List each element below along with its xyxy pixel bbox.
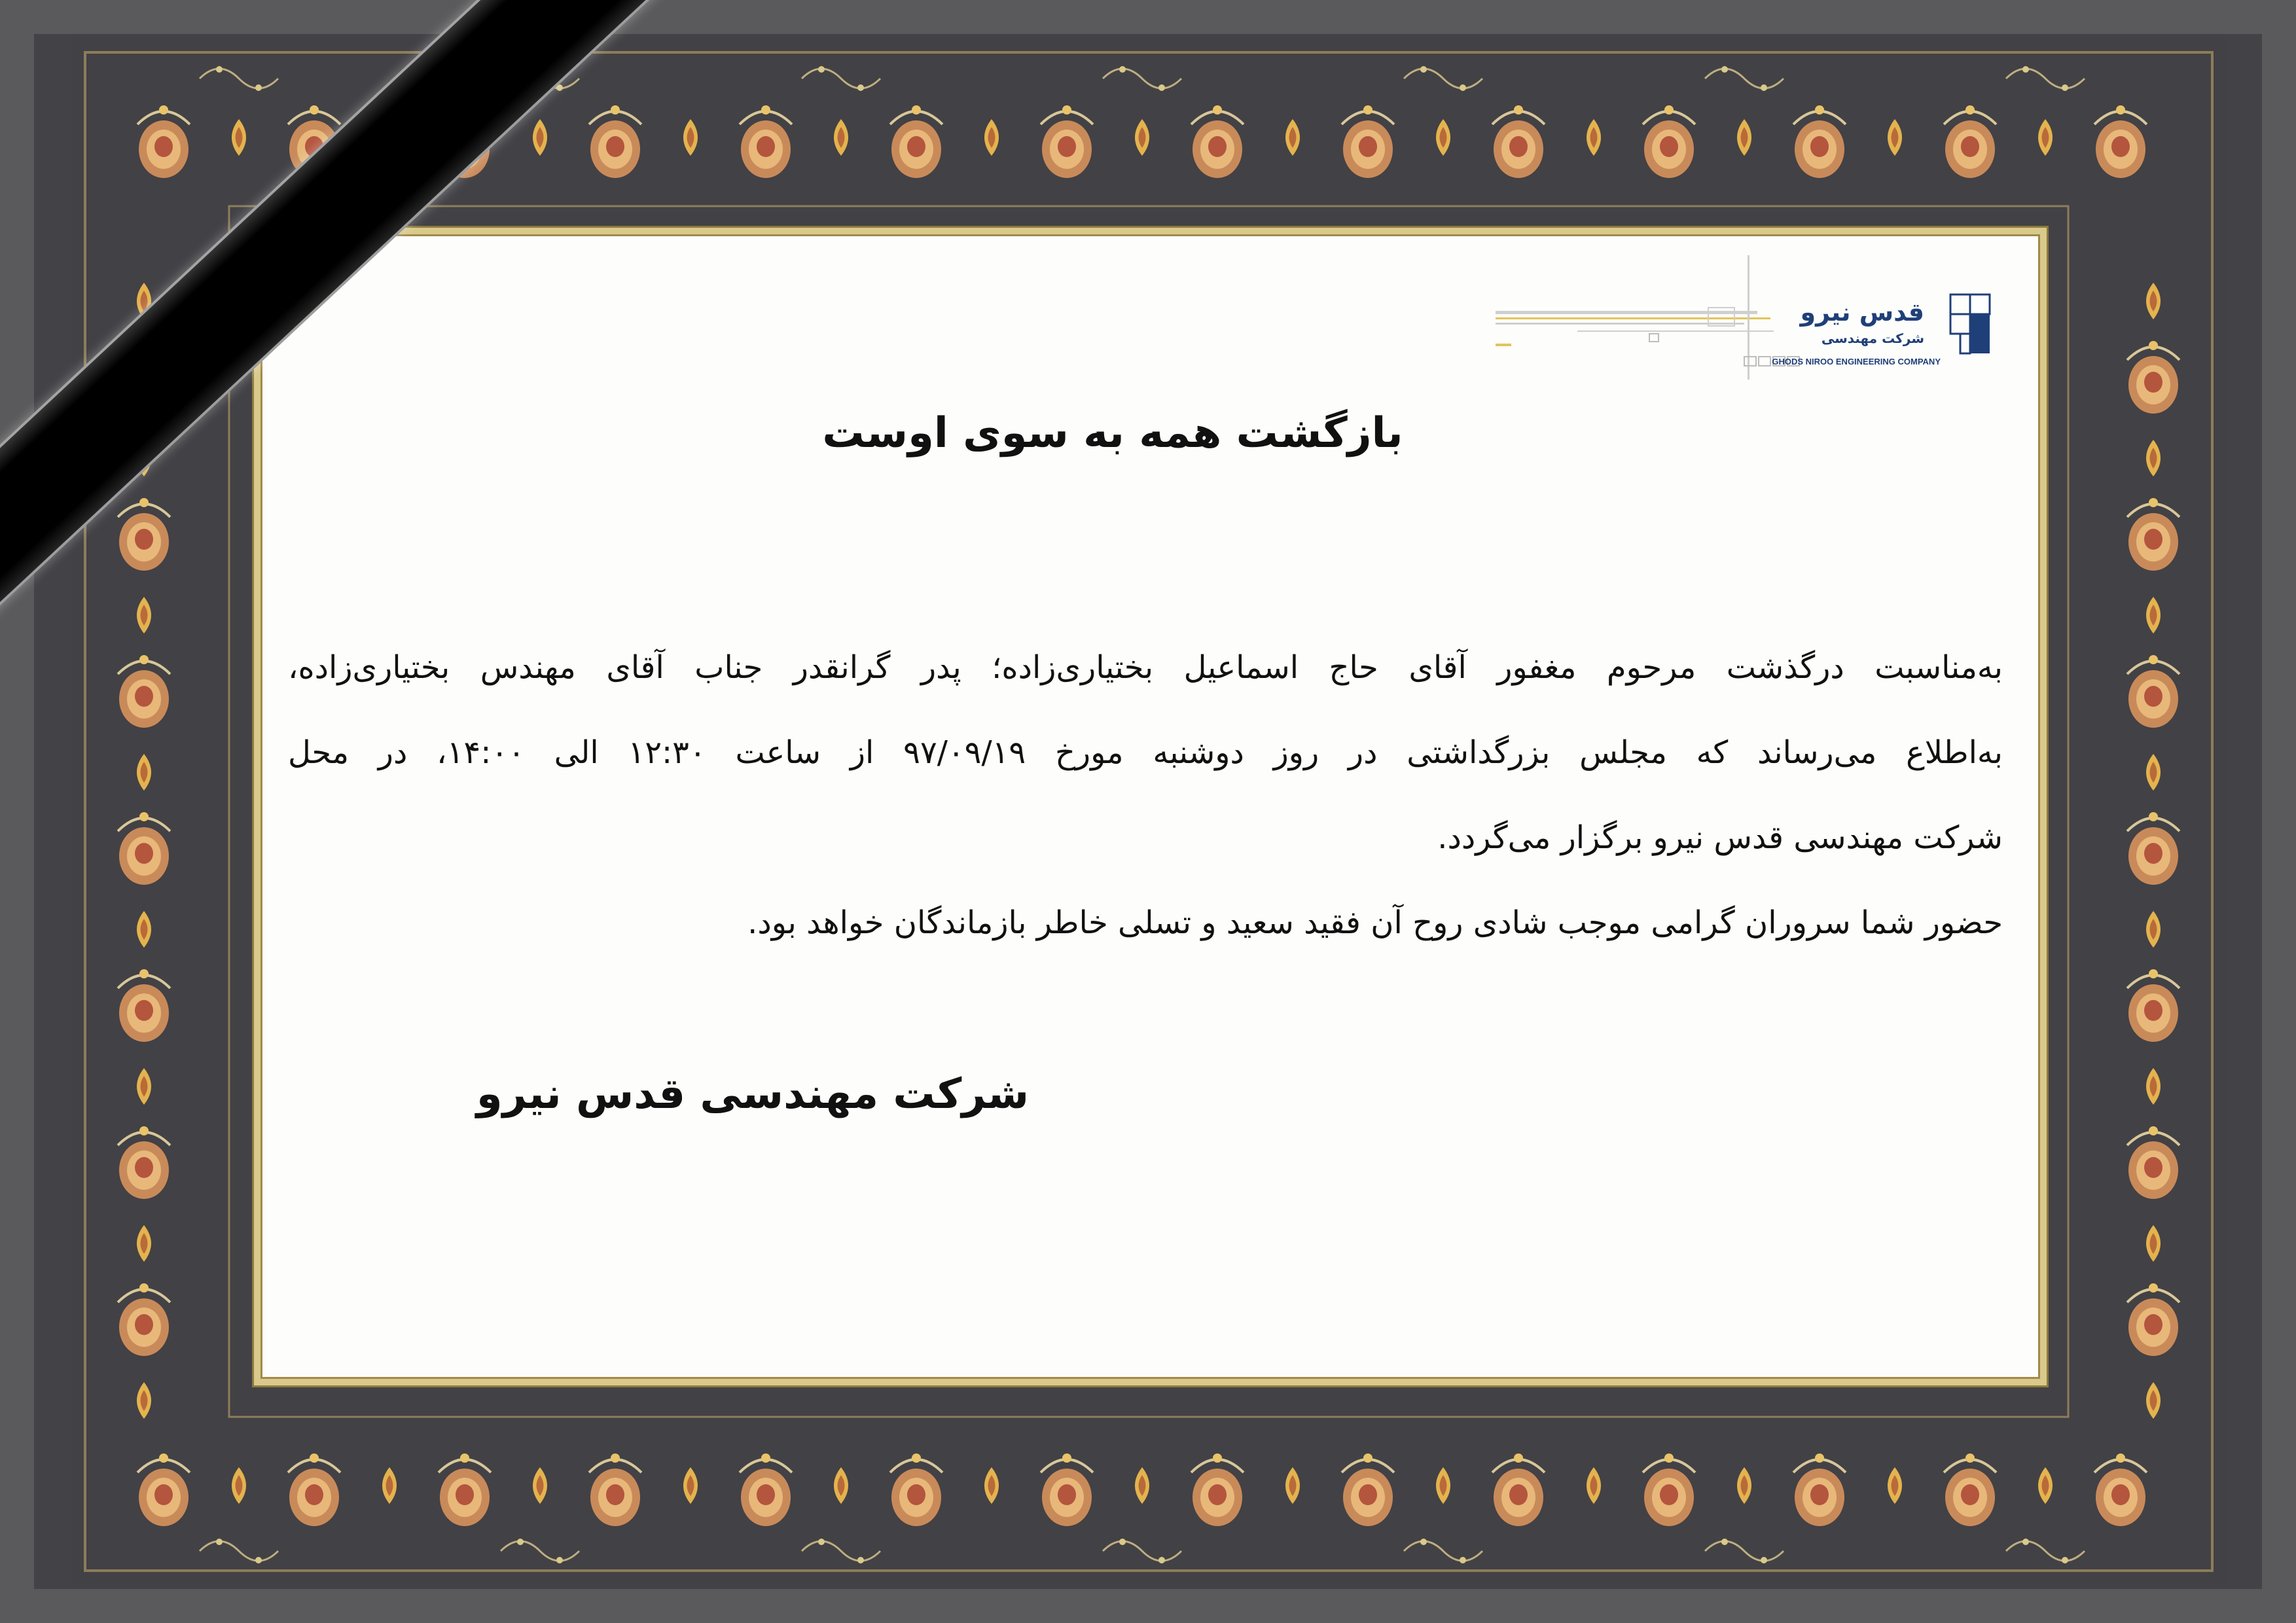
body-line-3: شرکت مهندسی قدس نیرو برگزار می‌گردد. [1437, 819, 2003, 856]
signature: شرکت مهندسی قدس نیرو [476, 1070, 1030, 1118]
logo-graphic [1492, 252, 2003, 389]
logo-english-name: GHODS NIROO ENGINEERING COMPANY [1772, 357, 1941, 366]
notice-title: بازگشت همه به سوی اوست [822, 409, 1403, 457]
body-line-1: به‌مناسبت درگذشت مرحوم مغفور آقای حاج اسماعیل بختیاری‌زاده؛ پدر گرانقدر جناب آقای مهندس بختیاری‌زاده، [288, 649, 2003, 686]
logo-name: قدس نیرو [1800, 298, 1924, 327]
body-line-2: به‌اطلاع می‌رساند که مجلس بزرگداشتی در روز دوشنبه مورخ ۹۷/۰۹/۱۹ از ساعت ۱۲:۳۰ الی ۱۴:۰۰، در محل [288, 734, 2003, 771]
company-logo [1492, 252, 2003, 389]
notice-body [288, 625, 2003, 965]
body-line-4: حضور شما سروران گرامی موجب شادی روح آن فقید سعید و تسلی خاطر بازماندگان خواهد بود. [747, 904, 2003, 941]
logo-subtitle: شرکت مهندسی [1821, 330, 1924, 346]
